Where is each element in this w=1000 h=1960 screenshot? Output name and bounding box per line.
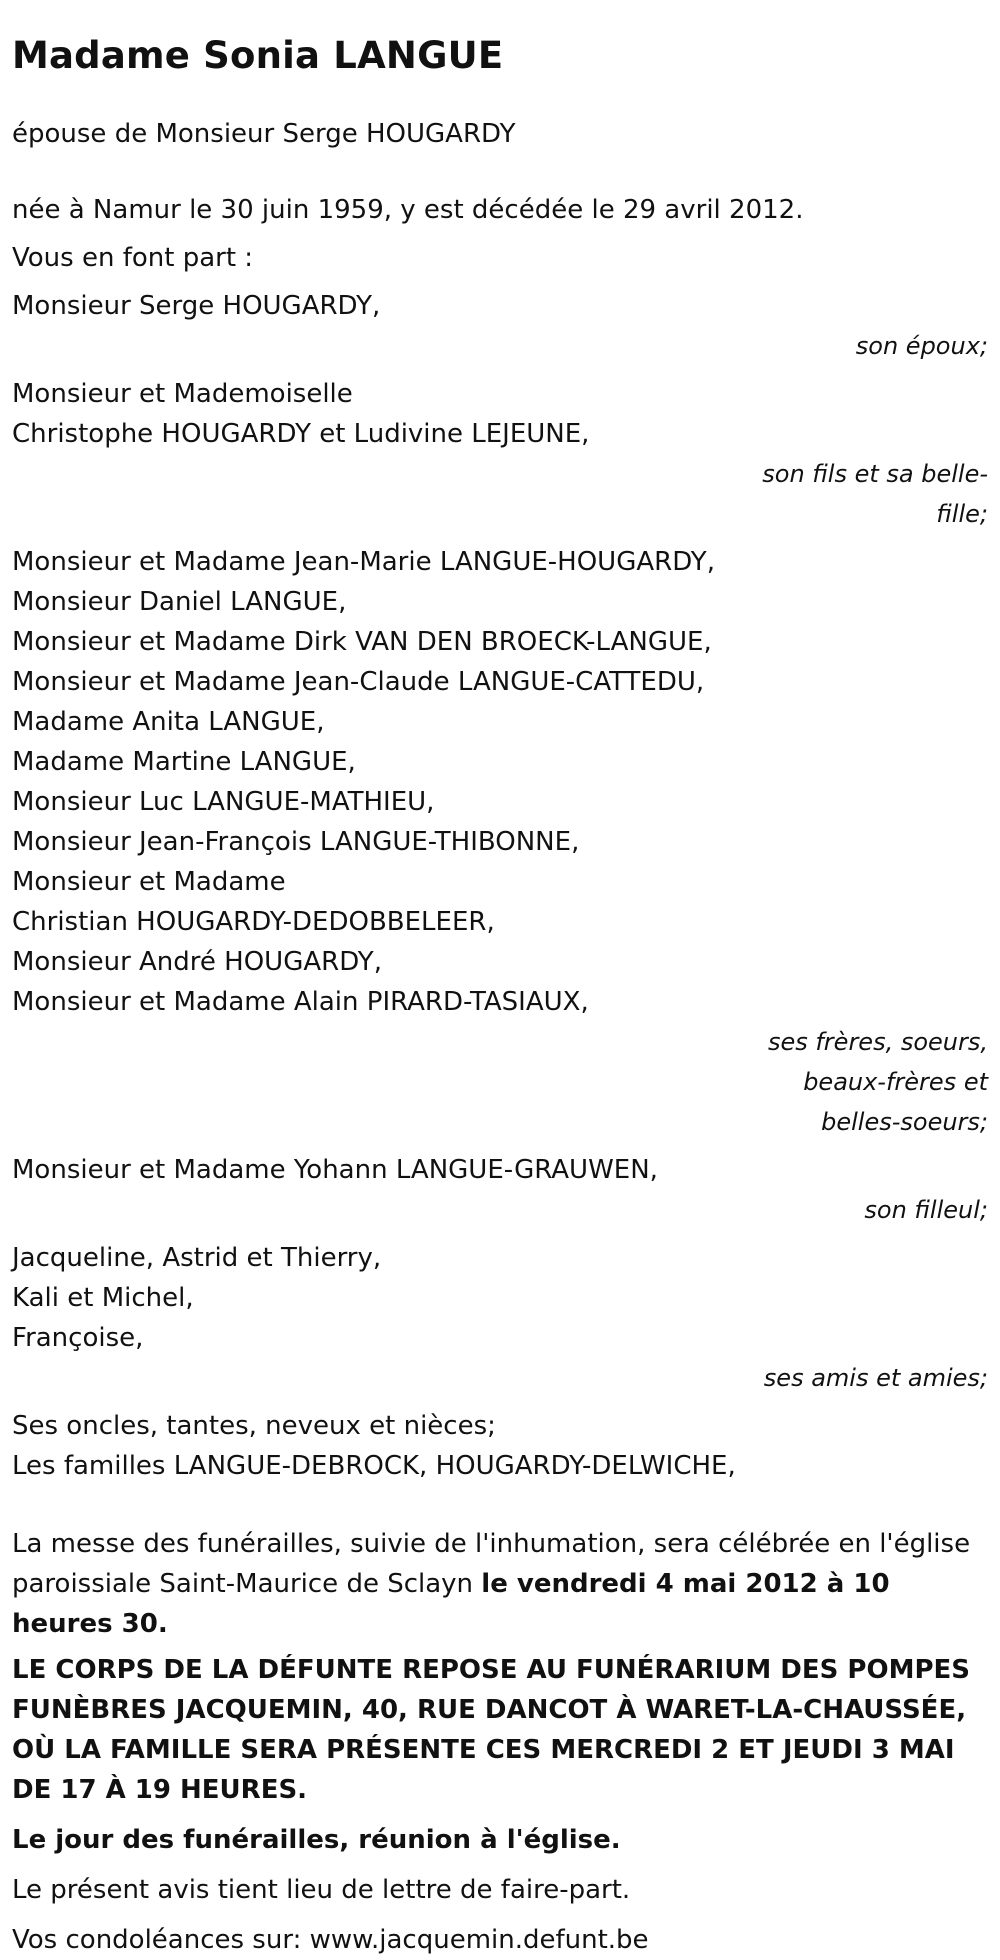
notice-line: Le présent avis tient lieu de lettre de faire-part. <box>12 1875 631 1905</box>
family-member-line: Kali et Michel, <box>12 1283 194 1313</box>
mass-date: le vendredi 4 mai 2012 à 10 heures 30. <box>12 1569 890 1639</box>
funerarium-paragraph: LE CORPS DE LA DÉFUNTE REPOSE AU FUNÉRARIUM DES POMPES FUNÈBRES JACQUEMIN, 40, RUE DANCOT À WARET-LA-CHAUSSÉE, OÙ LA FAMILLE SERA PRÉSENTE CES MERCREDI 2 ET JEUDI 3 MAI DE 17 À 19 HEURES. <box>12 1655 971 1805</box>
funeral-mass-paragraph <box>12 1524 988 1644</box>
birth-death-line: née à Namur le 30 juin 1959, y est décédée le 29 avril 2012. <box>12 195 804 225</box>
family-member-line: Monsieur et Madame Dirk VAN DEN BROECK-LANGUE, <box>12 627 712 657</box>
family-member-line: Monsieur Luc LANGUE-MATHIEU, <box>12 787 435 817</box>
relation-label <box>12 454 988 534</box>
condolences-line: Vos condoléances sur: www.jacquemin.defunt.be <box>12 1925 649 1955</box>
family-member-line: Monsieur Daniel LANGUE, <box>12 587 347 617</box>
family-member-line: Christophe HOUGARDY et Ludivine LEJEUNE, <box>12 419 590 449</box>
family-group <box>12 1150 988 1230</box>
extended-family-line: Ses oncles, tantes, neveux et nièces; <box>12 1411 496 1441</box>
relation-text: son filleul; <box>864 1196 988 1224</box>
family-member-line: Monsieur et Madame Jean-Claude LANGUE-CATTEDU, <box>12 667 705 697</box>
family-member-line: Monsieur et Madame Jean-Marie LANGUE-HOUGARDY, <box>12 547 715 577</box>
family-member-line: Monsieur André HOUGARDY, <box>12 947 382 977</box>
family-member-line: Jacqueline, Astrid et Thierry, <box>12 1243 382 1273</box>
announcement-intro: Vous en font part : <box>12 243 254 273</box>
family-member-line: Monsieur Jean-François LANGUE-THIBONNE, <box>12 827 580 857</box>
relation-label <box>12 1190 988 1230</box>
family-member-line: Madame Martine LANGUE, <box>12 747 356 777</box>
spouse-line: épouse de Monsieur Serge HOUGARDY <box>12 119 516 149</box>
family-member-line: Christian HOUGARDY-DEDOBBELEER, <box>12 907 495 937</box>
extended-family-line: Les familles LANGUE-DEBROCK, HOUGARDY-DELWICHE, <box>12 1451 736 1481</box>
reunion-line: Le jour des funérailles, réunion à l'église. <box>12 1825 621 1855</box>
family-member-line: Françoise, <box>12 1323 144 1353</box>
family-member-line: Monsieur et Mademoiselle <box>12 379 353 409</box>
deceased-name-title: Madame Sonia LANGUE <box>12 34 504 77</box>
family-member-line: Monsieur et Madame Yohann LANGUE-GRAUWEN, <box>12 1155 658 1185</box>
relation-text: son époux; <box>855 332 988 360</box>
relation-text: son fils et sa belle-fille; <box>762 460 988 528</box>
family-group <box>12 374 988 534</box>
relation-label <box>12 1022 988 1142</box>
mass-text: La messe des funérailles, suivie de l'inhumation, sera célébrée en l'église paroissiale Saint-Maurice de Sclayn <box>12 1529 971 1599</box>
family-member-line: Monsieur et Madame <box>12 867 286 897</box>
family-member-line: Madame Anita LANGUE, <box>12 707 325 737</box>
family-group <box>12 1238 988 1398</box>
extended-family <box>12 1406 988 1486</box>
relation-label <box>12 326 988 366</box>
family-group <box>12 286 988 366</box>
family-group <box>12 542 988 1142</box>
family-member-line: Monsieur Serge HOUGARDY, <box>12 291 381 321</box>
relation-text: ses frères, soeurs, beaux-frères et belles-soeurs; <box>767 1028 988 1136</box>
relation-text: ses amis et amies; <box>763 1364 988 1392</box>
family-member-line: Monsieur et Madame Alain PIRARD-TASIAUX, <box>12 987 589 1017</box>
family-groups <box>12 286 988 1398</box>
relation-label <box>12 1358 988 1398</box>
